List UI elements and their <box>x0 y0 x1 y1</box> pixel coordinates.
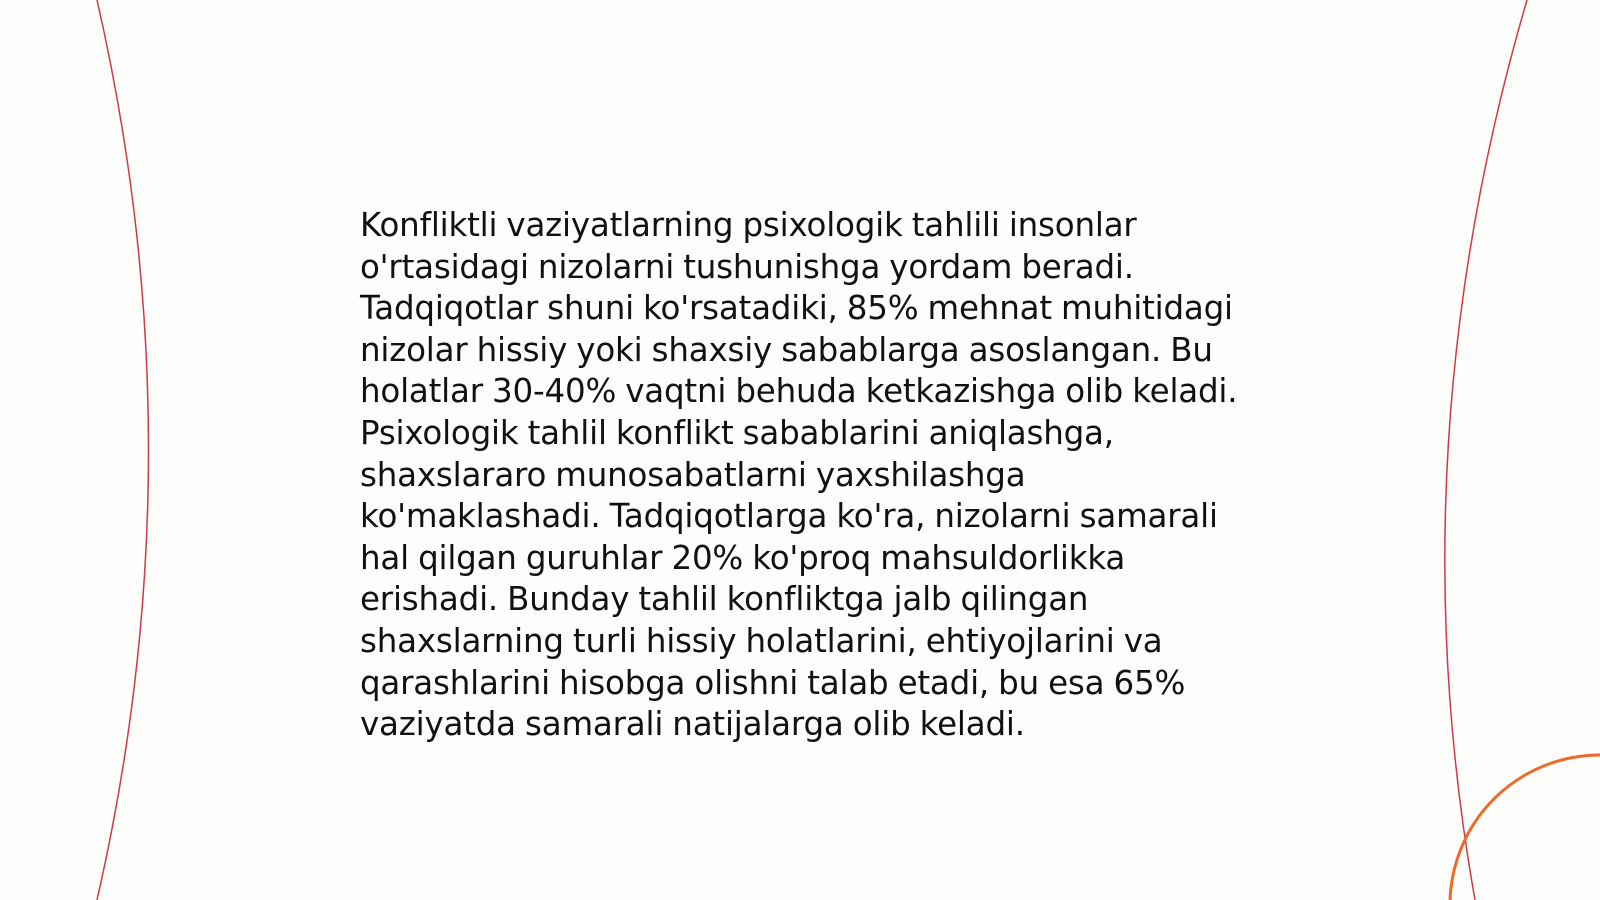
body-paragraph: Konfliktli vaziyatlarning psixologik tahlili insonlar o'rtasidagi nizolarni tushunishga yordam beradi. Tadqiqotlar shuni ko'rsatadiki, 85% mehnat muhitidagi nizolar hissiy yoki shaxsiy sabablarga asoslangan. Bu holatlar 30-40% vaqtni behuda ketkazishga olib keladi. Psixologik tahlil konflikt sabablarini aniqlashga, shaxslararo munosabatlarni yaxshilashga ko'maklashadi. Tadqiqotlarga ko'ra, nizolarni samarali hal qilgan guruhlar 20% ko'proq mahsuldorlikka erishadi. Bunday tahlil konfliktga jalb qilingan shaxslarning turli hissiy holatlarini, ehtiyojlarini va qarashlarini hisobga olishni talab etadi, bu esa 65% vaziyatda samarali natijalarga olib keladi. <box>360 206 1238 744</box>
orange-circle-decoration <box>1450 755 1600 900</box>
right-arc-line <box>1445 0 1527 900</box>
left-arc-line <box>97 0 149 900</box>
